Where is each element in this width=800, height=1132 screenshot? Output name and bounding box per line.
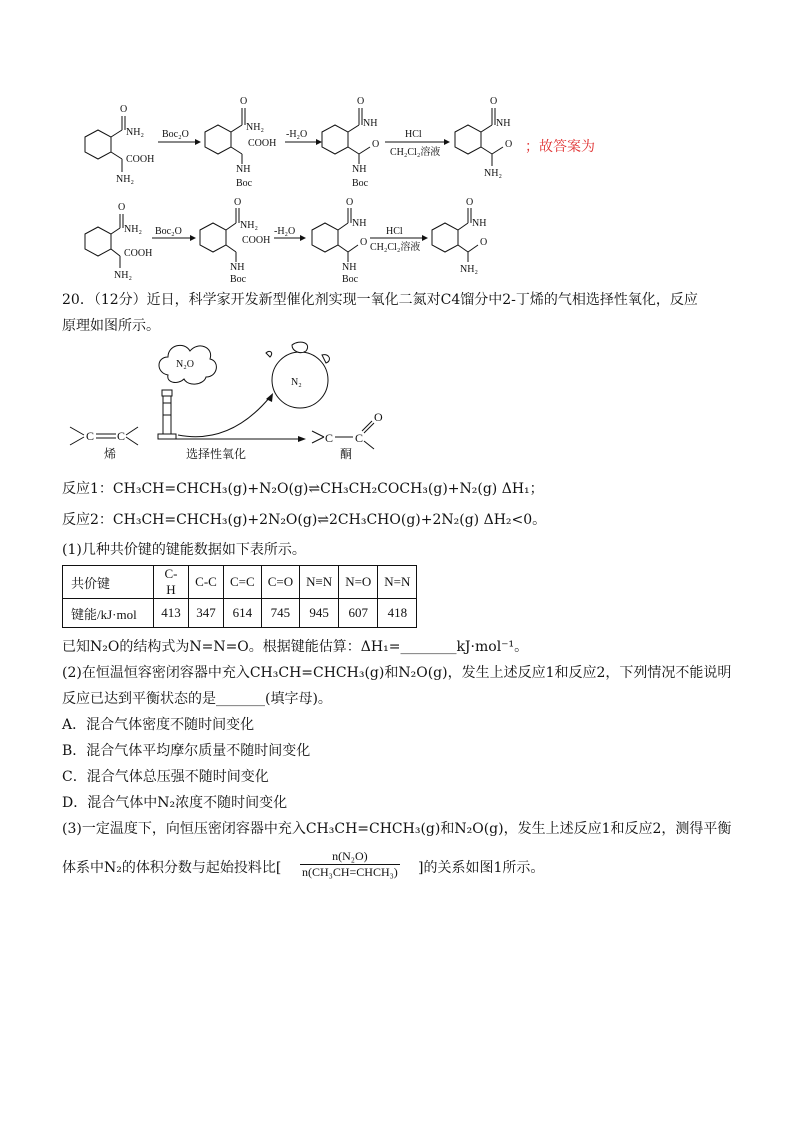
svg-text:NH₂: NH₂ [126, 127, 144, 138]
question-20-stem-line1: 20．（12分）近日，科学家开发新型催化剂实现一氧化二氮对C4馏分中2-丁烯的气相选择性氧化，反应 [62, 292, 698, 308]
svg-text:CH₂Cl₂溶液: CH₂Cl₂溶液 [390, 147, 441, 158]
svg-text:Boc: Boc [230, 274, 247, 284]
table-cell: 413 [154, 599, 189, 628]
svg-text:O: O [118, 202, 126, 213]
svg-text:COOH: COOH [126, 154, 155, 165]
svg-text:Boc: Boc [352, 178, 369, 189]
table-cell: C=O [261, 566, 299, 599]
table-cell: 945 [300, 599, 339, 628]
svg-text:O: O [505, 139, 513, 150]
svg-text:NH₂: NH₂ [246, 122, 264, 133]
molecule-2 [205, 96, 276, 189]
table-cell: C=C [224, 566, 262, 599]
svg-text:COOH: COOH [124, 248, 153, 259]
ketone-structure [312, 410, 383, 461]
svg-text:COOH: COOH [248, 138, 277, 149]
n2-cycle [266, 342, 329, 408]
table-cell: 614 [224, 599, 262, 628]
svg-text:COOH: COOH [242, 235, 271, 246]
molecule-1b [85, 202, 152, 281]
svg-text:O: O [234, 197, 242, 208]
option-d: D．混合气体中N₂浓度不随时间变化 [62, 795, 288, 811]
svg-text:选择性氧化: 选择性氧化 [186, 447, 247, 461]
bond-energy-table [62, 565, 417, 628]
table-header-bond: 共价键 [63, 566, 154, 599]
reaction-principle-diagram [60, 335, 400, 470]
table-cell: 347 [189, 599, 224, 628]
molecule-1 [85, 104, 154, 185]
table-header-energy: 键能/kJ·mol [63, 599, 154, 628]
alkene-structure [70, 427, 138, 461]
svg-text:N₂O: N₂O [176, 359, 194, 370]
svg-text:NH₂: NH₂ [114, 270, 132, 281]
part3-line1: (3)一定温度下，向恒压密闭容器中充入CH₃CH=CHCH₃(g)和N₂O(g)，发生上述反应1和反应2，测得平衡 [62, 821, 732, 837]
question-20-stem-line2: 原理如图所示。 [62, 318, 160, 334]
svg-text:O: O [240, 96, 248, 107]
svg-text:O: O [372, 139, 380, 150]
svg-text:NH: NH [342, 262, 357, 273]
svg-text:NH₂: NH₂ [484, 168, 502, 179]
table-cell: 418 [378, 599, 417, 628]
molecule-3b [312, 197, 367, 284]
svg-text:烯: 烯 [104, 447, 117, 461]
svg-text:O: O [480, 237, 488, 248]
svg-text:HCl: HCl [386, 226, 403, 237]
svg-text:C: C [325, 431, 334, 445]
table-cell: N=N [378, 566, 417, 599]
svg-text:NH₂: NH₂ [240, 220, 258, 231]
fraction-denominator: n(CH₃CH=CHCH₃) [302, 865, 398, 879]
option-a: A．混合气体密度不随时间变化 [62, 717, 255, 733]
svg-text:NH: NH [352, 218, 367, 229]
svg-text:O: O [360, 237, 368, 248]
svg-text:NH₂: NH₂ [460, 264, 478, 275]
table-cell: 607 [339, 599, 378, 628]
svg-text:NH: NH [230, 262, 245, 273]
svg-text:O: O [120, 104, 128, 115]
table-cell: C-H [154, 566, 189, 599]
svg-text:Boc₂O: Boc₂O [162, 129, 189, 140]
reaction-1: 反应1：CH₃CH=CHCH₃(g)+N₂O(g)⇌CH₃CH₂COCH₃(g)+N₂(g) ΔH₁； [62, 481, 544, 497]
n2o-cloud [159, 345, 216, 384]
svg-text:C: C [86, 429, 95, 443]
part2-line2: 反应已达到平衡状态的是_______(填字母)。 [62, 691, 332, 707]
molecule-3 [322, 96, 379, 189]
reaction-scheme-2 [60, 196, 700, 284]
reaction-scheme-1 [60, 92, 700, 192]
svg-text:C: C [355, 431, 364, 445]
svg-text:O: O [346, 197, 354, 208]
svg-text:N₂: N₂ [291, 377, 302, 388]
svg-text:-H₂O: -H₂O [286, 129, 308, 140]
svg-text:NH₂: NH₂ [116, 174, 134, 185]
svg-text:O: O [357, 96, 365, 107]
part3-line2-before: 体系中N₂的体积分数与起始投料比[ [62, 860, 282, 876]
svg-text:O: O [374, 410, 383, 424]
svg-text:O: O [490, 96, 498, 107]
svg-text:-H₂O: -H₂O [274, 226, 296, 237]
svg-text:NH: NH [472, 218, 487, 229]
smokestack [158, 390, 176, 439]
svg-text:O: O [466, 197, 474, 208]
svg-text:Boc: Boc [342, 274, 359, 284]
svg-text:Boc: Boc [236, 178, 253, 189]
part3-line2-after: ]的关系如图1所示。 [418, 860, 545, 876]
part1-intro: (1)几种共价键的键能数据如下表所示。 [62, 542, 306, 558]
option-c: C．混合气体总压强不随时间变化 [62, 769, 269, 785]
svg-text:NH: NH [352, 164, 367, 175]
svg-text:Boc₂O: Boc₂O [155, 226, 182, 237]
svg-text:NH: NH [363, 118, 378, 129]
reaction-2: 反应2：CH₃CH=CHCH₃(g)+2N₂O(g)⇌2CH₃CHO(g)+2N₂(g) ΔH₂<0。 [62, 512, 547, 528]
table-cell: N=O [339, 566, 378, 599]
molecule-4 [455, 96, 512, 179]
svg-text:CH₂Cl₂溶液: CH₂Cl₂溶液 [370, 242, 421, 253]
molecule-2b [200, 197, 270, 284]
table-row [63, 599, 417, 628]
feed-ratio-fraction [300, 849, 400, 880]
svg-text:C: C [117, 429, 126, 443]
table-cell: 745 [261, 599, 299, 628]
answer-note: ；故答案为 [525, 139, 595, 155]
option-b: B．混合气体平均摩尔质量不随时间变化 [62, 743, 311, 759]
part2-line1: (2)在恒温恒容密闭容器中充入CH₃CH=CHCH₃(g)和N₂O(g)，发生上述反应1和反应2，下列情况不能说明 [62, 665, 732, 681]
table-row [63, 566, 417, 599]
svg-text:NH: NH [496, 118, 511, 129]
svg-text:NH: NH [236, 164, 251, 175]
table-cell: C-C [189, 566, 224, 599]
svg-text:酮: 酮 [340, 447, 353, 461]
fraction-numerator: n(N₂O) [300, 849, 400, 865]
part1-question: 已知N₂O的结构式为N=N=O。根据键能估算：ΔH₁=________kJ·mol⁻¹。 [62, 639, 529, 655]
svg-text:HCl: HCl [405, 129, 422, 140]
table-cell: N≡N [300, 566, 339, 599]
svg-text:NH₂: NH₂ [124, 224, 142, 235]
molecule-4b [432, 197, 487, 275]
